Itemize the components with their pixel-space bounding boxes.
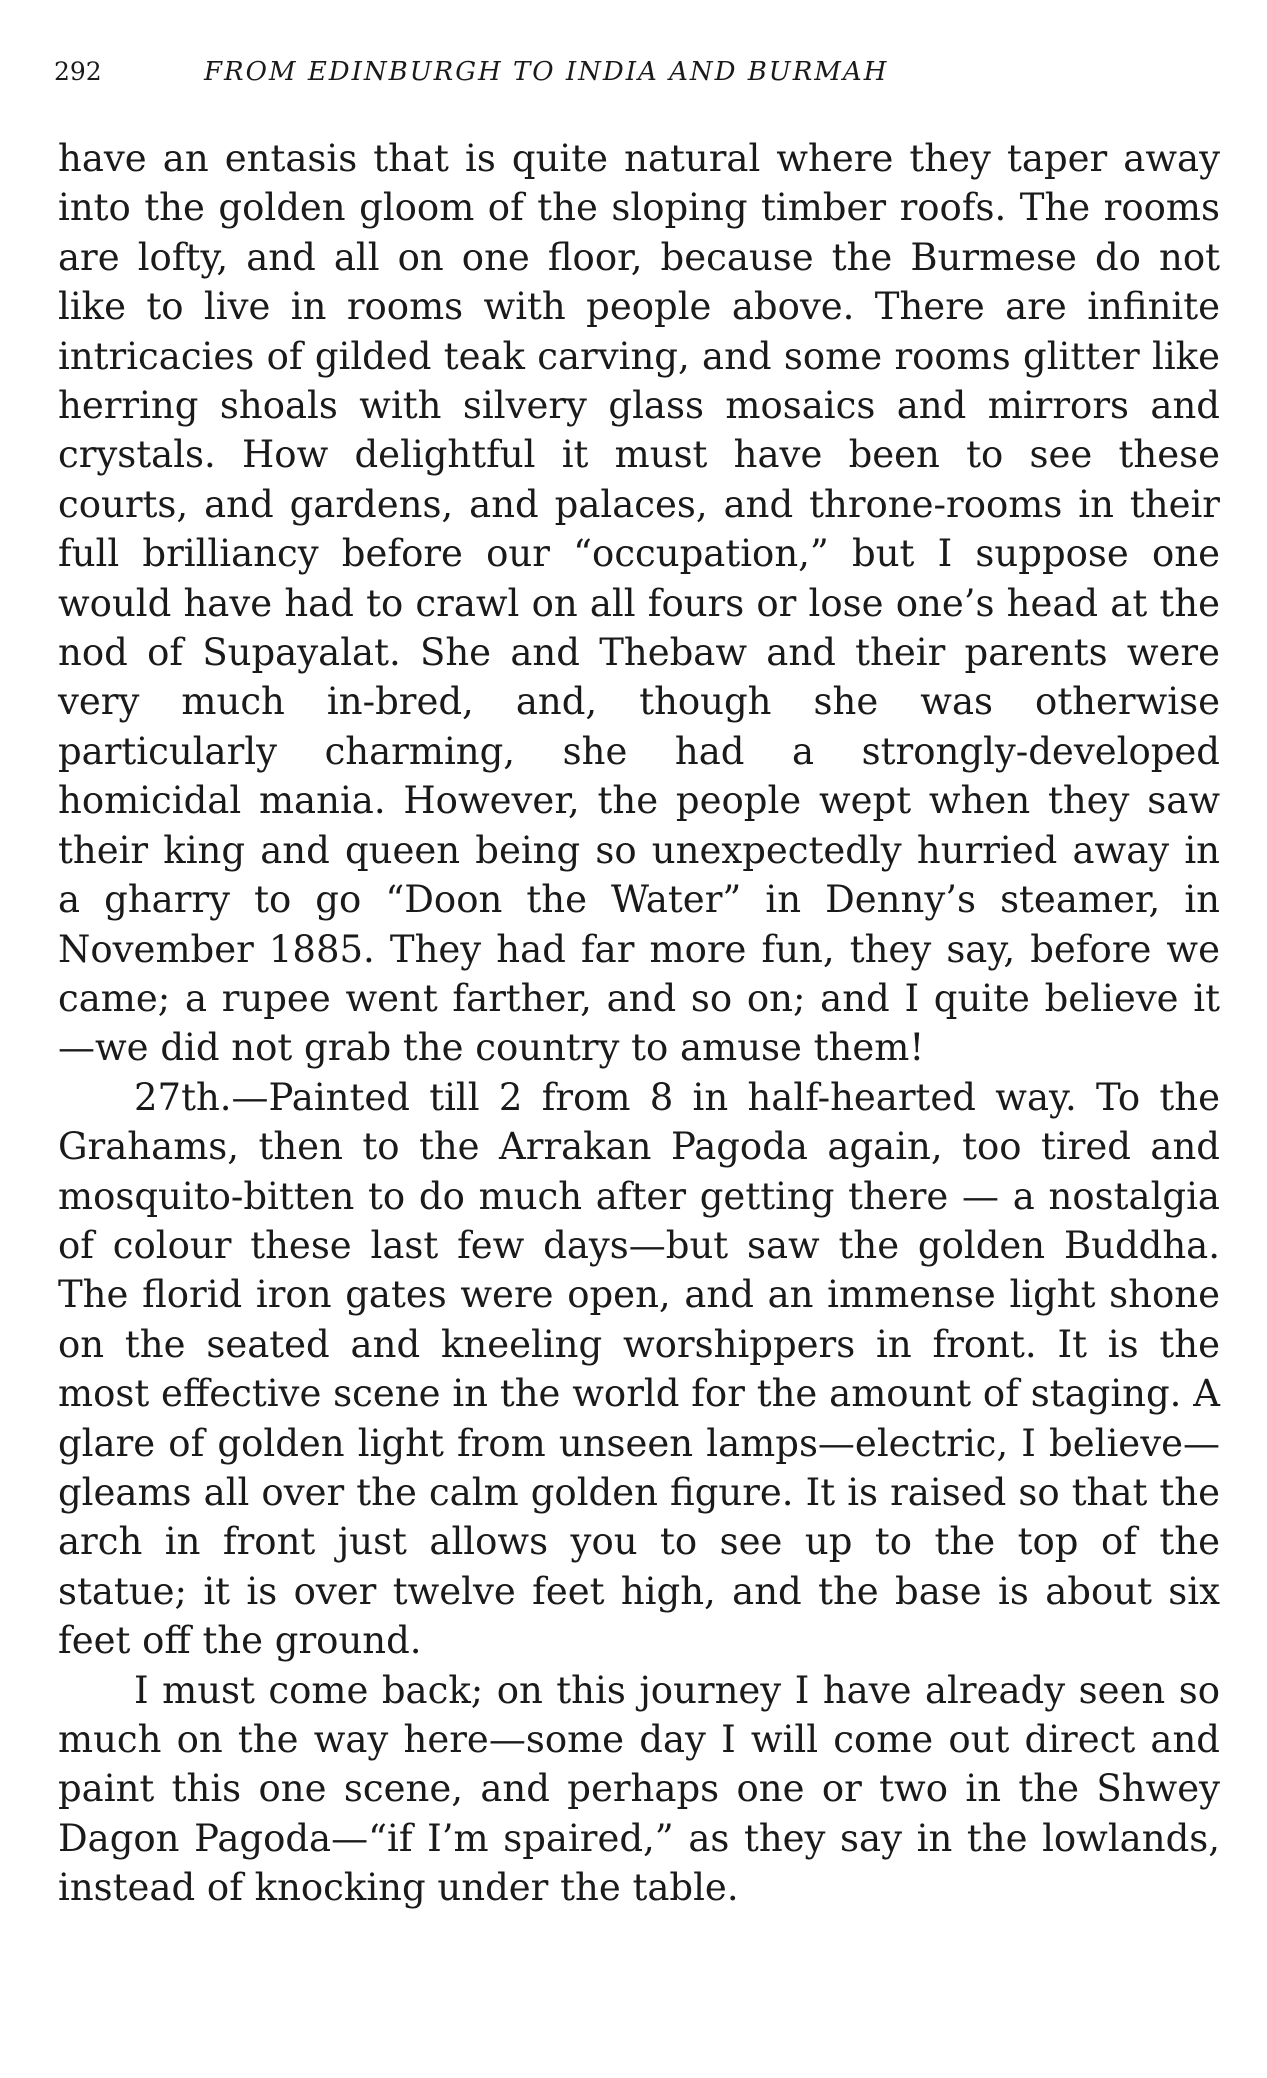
body-text [58, 134, 1220, 1913]
running-head [54, 52, 1214, 92]
running-title: FROM EDINBURGH TO INDIA AND BURMAH [204, 57, 889, 87]
paragraph-must-come-back: I must come back; on this journey I have already seen so much on the way here—some day I will come out direct and paint this one scene, and perhaps one or two in the Shwey Dagon Pagoda—“if I’m spaired,” as they say in the lowlands, instead of knocking under the table. [58, 1668, 1220, 1910]
page-number: 292 [54, 57, 102, 86]
paragraph-continuation: have an entasis that is quite natural where they taper away into the golden gloom of the sloping timber roofs. The rooms are lofty, and all on one floor, because the Burmese do not like to live in rooms with people above. There are infinite intricacies of gilded teak carving, and some rooms glitter like herring shoals with silvery glass mosaics and mirrors and crystals. How delightful it must have been to see these courts, and gardens, and palaces, and throne-rooms in their full brilliancy before our “occupation,” but I suppose one would have had to crawl on all fours or lose one’s head at the nod of Supayalat. She and Thebaw and their parents were very much in-bred, and, though she was otherwise particularly charming, she had a strongly-developed homicidal mania. However, the people wept when they saw their king and queen being so unexpectedly hurried away in a gharry to go “Doon the Water” in Denny’s steamer, in November 1885. They had far more fun, they say, before we came; a rupee went farther, and so on; and I quite believe it—we did not grab the country to amuse them! [58, 137, 1220, 1070]
paragraph-27th: 27th.—Painted till 2 from 8 in half-hearted way. To the Grahams, then to the Arrakan Pagoda again, too tired and mosquito-bitten to do much after getting there — a nostalgia of colour these last few days—but saw the golden Buddha. The florid iron gates were open, and an immense light shone on the seated and kneeling worshippers in front. It is the most effective scene in the world for the amount of staging. A glare of golden light from unseen lamps—electric, I believe—gleams all over the calm golden figure. It is raised so that the arch in front just allows you to see up to the top of the statue; it is over twelve feet high, and the base is about six feet off the ground. [58, 1075, 1220, 1663]
